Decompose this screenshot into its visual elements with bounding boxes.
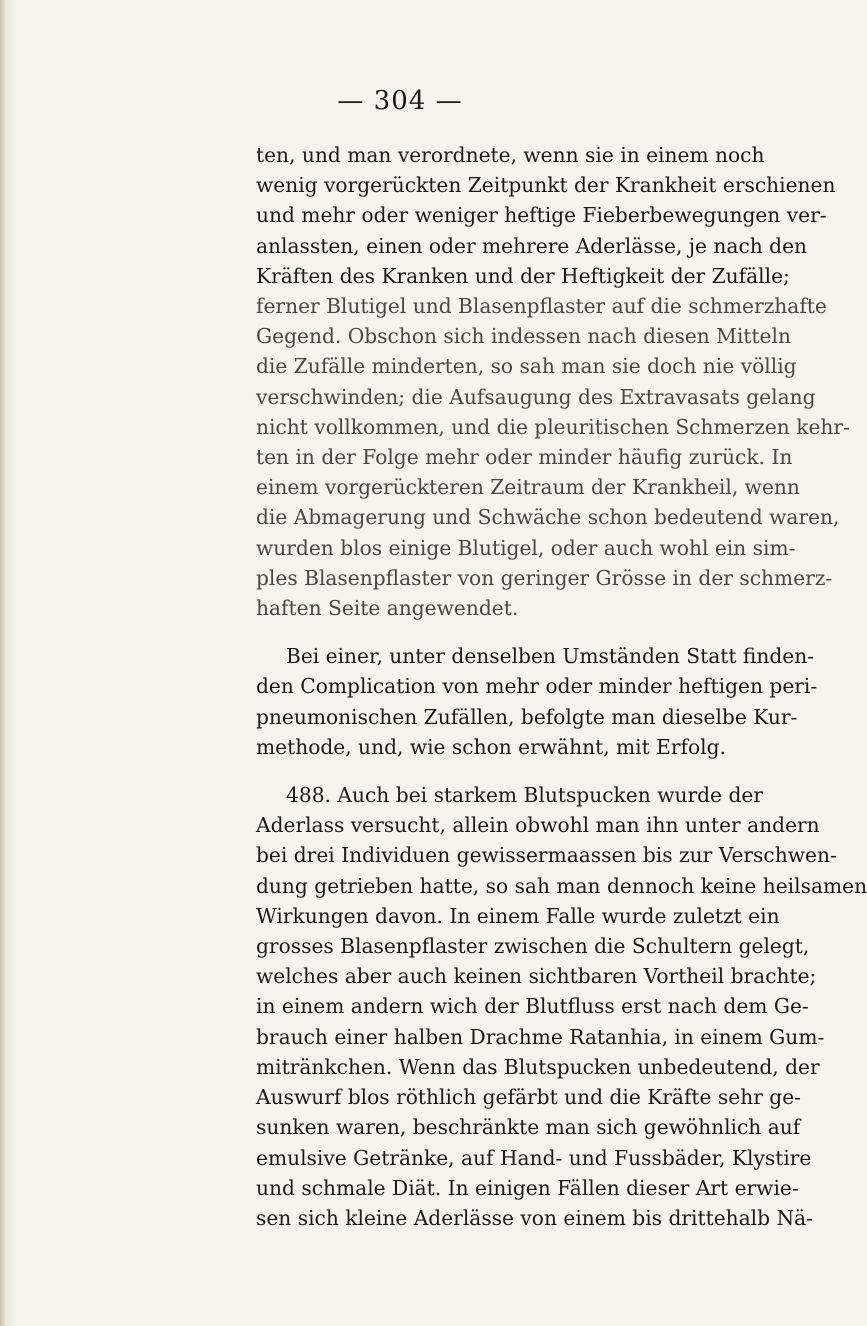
text-line: ferner Blutigel und Blasenpflaster auf die schmerzhafte: [256, 294, 827, 319]
text-line: sunken waren, beschränkte man sich gewöhnlich auf: [256, 1115, 801, 1140]
text-line: einem vorgerückteren Zeitraum der Krankheil, wenn: [256, 475, 800, 500]
page-number: — 304 —: [337, 86, 463, 116]
text-line: wenig vorgerückten Zeitpunkt der Krankheit erschienen: [256, 173, 836, 198]
text-line: brauch einer halben Drachme Ratanhia, in einem Gum-: [256, 1024, 825, 1049]
text-line: die Zufälle minderten, so sah man sie doch nie völlig: [256, 354, 797, 379]
body-text: [256, 140, 867, 1233]
text-line: grosses Blasenpflaster zwischen die Schultern gelegt,: [256, 934, 810, 959]
paragraph-3: [256, 780, 867, 1233]
text-line: verschwinden; die Aufsaugung des Extravasats gelang: [256, 384, 816, 409]
text-line: Kräften des Kranken und der Heftigkeit der Zufälle;: [256, 263, 790, 288]
text-line: emulsive Getränke, auf Hand- und Fussbäder, Klystire: [256, 1145, 812, 1170]
text-line: ten in der Folge mehr oder minder häufig zurück. In: [256, 445, 793, 470]
text-line: wurden blos einige Blutigel, oder auch wohl ein sim-: [256, 535, 796, 560]
text-line: bei drei Individuen gewissermaassen bis zur Verschwen-: [256, 843, 837, 868]
text-line: haften Seite angewendet.: [256, 596, 519, 621]
text-line: pneumonischen Zufällen, befolgte man dieselbe Kur-: [256, 704, 798, 729]
paragraph-spacer: [256, 762, 763, 780]
page-binding-edge: [0, 0, 6, 1326]
text-line: sen sich kleine Aderlässe von einem bis drittehalb Nä-: [256, 1205, 813, 1230]
text-line: ples Blasenpflaster von geringer Grösse in der schmerz-: [256, 565, 833, 590]
text-line: dung getrieben hatte, so sah man dennoch keine heilsamen: [256, 873, 867, 898]
text-line: Gegend. Obschon sich indessen nach diesen Mitteln: [256, 324, 791, 349]
text-line: und schmale Diät. In einigen Fällen dieser Art erwie-: [256, 1175, 799, 1200]
paragraph-1: [256, 140, 850, 623]
text-line: in einem andern wich der Blutfluss erst nach dem Ge-: [256, 994, 809, 1019]
text-line: Bei einer, unter denselben Umständen Statt finden-: [286, 644, 815, 669]
text-line: welches aber auch keinen sichtbaren Vortheil brachte;: [256, 964, 817, 989]
paragraph-2: [256, 641, 818, 762]
text-line: anlassten, einen oder mehrere Aderlässe, je nach den: [256, 233, 808, 258]
text-line: Aderlass versucht, allein obwohl man ihn unter andern: [256, 813, 820, 838]
text-line: den Complication von mehr oder minder heftigen peri-: [256, 674, 818, 699]
text-line: und mehr oder weniger heftige Fieberbewegungen ver-: [256, 203, 827, 228]
text-line: methode, und, wie schon erwähnt, mit Erfolg.: [256, 734, 726, 759]
text-line: nicht vollkommen, und die pleuritischen Schmerzen kehr-: [256, 414, 850, 439]
text-line: mitränkchen. Wenn das Blutspucken unbedeutend, der: [256, 1054, 820, 1079]
text-line: ten, und man verordnete, wenn sie in einem noch: [256, 143, 765, 167]
text-line: Wirkungen davon. In einem Falle wurde zuletzt ein: [256, 903, 780, 928]
text-line: 488. Auch bei starkem Blutspucken wurde der: [286, 783, 763, 808]
text-line: Auswurf blos röthlich gefärbt und die Kräfte sehr ge-: [256, 1085, 801, 1110]
text-line: die Abmagerung und Schwäche schon bedeutend waren,: [256, 505, 840, 530]
paragraph-spacer: [256, 623, 763, 641]
